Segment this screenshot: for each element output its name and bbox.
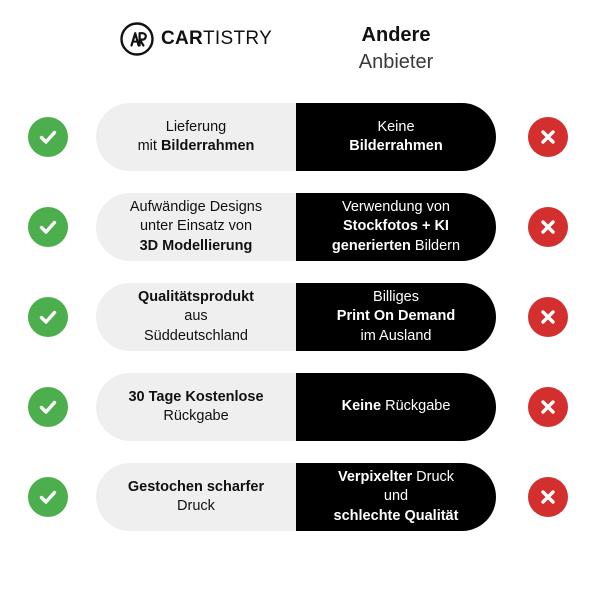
row-right-line: und bbox=[383, 488, 409, 505]
row-right-text-bold: Verpixelter bbox=[337, 469, 417, 486]
brand-header bbox=[96, 22, 296, 56]
comparison-rows bbox=[0, 92, 600, 542]
competitor-subtitle: Anbieter bbox=[358, 51, 434, 73]
row-pill bbox=[96, 103, 496, 171]
row-pill bbox=[96, 373, 496, 441]
row-cross-cell bbox=[496, 477, 600, 517]
row-left-line bbox=[130, 237, 262, 256]
brand-name-light: TISTRY bbox=[203, 28, 273, 49]
row-cross-cell bbox=[496, 297, 600, 337]
row-right-text-bold: Stockfotos + KI bbox=[343, 218, 449, 235]
table-row bbox=[0, 92, 600, 182]
check-icon bbox=[28, 117, 68, 157]
row-right-cell bbox=[296, 103, 496, 171]
table-header bbox=[0, 0, 600, 92]
row-check-cell bbox=[0, 297, 96, 337]
row-check-cell bbox=[0, 387, 96, 427]
row-left-cell bbox=[96, 373, 296, 441]
row-left-line: Druck bbox=[177, 498, 215, 514]
row-right-line bbox=[334, 507, 459, 526]
row-left-text-bold: Qualitätsprodukt bbox=[137, 289, 254, 306]
competitor-header bbox=[296, 22, 496, 76]
row-right-cell bbox=[296, 373, 496, 441]
row-right-cell bbox=[296, 193, 496, 261]
row-left-line: Lieferung bbox=[165, 118, 227, 135]
table-row bbox=[0, 182, 600, 272]
row-right-text-bold: Keine bbox=[341, 398, 386, 415]
row-left-line: unter Einsatz von bbox=[139, 218, 253, 235]
row-right-cell bbox=[296, 463, 496, 531]
row-right-line bbox=[337, 307, 455, 326]
row-right-line bbox=[332, 217, 460, 236]
row-left-text-bold: Bilderrahmen bbox=[160, 138, 255, 154]
row-left-line: Rückgabe bbox=[163, 408, 229, 424]
cross-icon bbox=[528, 207, 568, 247]
row-check-cell bbox=[0, 207, 96, 247]
check-icon bbox=[28, 477, 68, 517]
row-left-cell bbox=[96, 103, 296, 171]
competitor-title: Andere bbox=[361, 24, 431, 46]
table-row bbox=[0, 272, 600, 362]
row-left-line bbox=[138, 288, 254, 307]
check-icon bbox=[28, 387, 68, 427]
brand bbox=[120, 22, 272, 56]
check-icon bbox=[28, 207, 68, 247]
row-right-line: Billiges bbox=[373, 289, 419, 306]
row-cross-cell bbox=[496, 207, 600, 247]
row-left-text-bold: 3D Modellierung bbox=[139, 237, 253, 254]
row-right-text: Bildern bbox=[414, 237, 461, 254]
row-left-text-bold: 30 Tage Kostenlose bbox=[128, 388, 264, 405]
row-right-line bbox=[349, 137, 442, 156]
cross-icon bbox=[528, 297, 568, 337]
brand-name-bold: CAR bbox=[160, 28, 204, 49]
row-pill bbox=[96, 463, 496, 531]
row-left-line bbox=[128, 478, 264, 497]
row-right-line: Verwendung von bbox=[341, 199, 450, 216]
row-left-line: Aufwändige Designs bbox=[129, 199, 263, 216]
row-right-text-bold: generierten bbox=[331, 237, 415, 254]
row-right-line: Keine bbox=[377, 118, 415, 135]
row-check-cell bbox=[0, 117, 96, 157]
row-right-line bbox=[332, 237, 460, 256]
row-right-text: Rückgabe bbox=[385, 398, 451, 415]
row-right-text: Druck bbox=[416, 469, 455, 486]
row-left-text: mit bbox=[137, 138, 161, 154]
row-left-text-bold: Gestochen scharfer bbox=[127, 478, 265, 495]
row-right-text-bold: Print On Demand bbox=[336, 308, 456, 325]
row-check-cell bbox=[0, 477, 96, 517]
row-left-cell bbox=[96, 193, 296, 261]
cartistry-monogram-icon bbox=[120, 22, 154, 56]
cross-icon bbox=[528, 477, 568, 517]
row-right-text-bold: schlechte Qualität bbox=[333, 507, 459, 524]
check-icon bbox=[28, 297, 68, 337]
row-left-line bbox=[138, 137, 255, 156]
row-cross-cell bbox=[496, 387, 600, 427]
brand-name bbox=[161, 28, 272, 50]
row-right-line: im Ausland bbox=[360, 327, 432, 344]
row-left-line: Süddeutschland bbox=[143, 327, 248, 344]
row-left-cell bbox=[96, 283, 296, 351]
row-left-cell bbox=[96, 463, 296, 531]
table-row bbox=[0, 452, 600, 542]
cross-icon bbox=[528, 387, 568, 427]
row-left-line bbox=[128, 388, 263, 407]
row-pill bbox=[96, 283, 496, 351]
row-right-line bbox=[342, 397, 451, 416]
cross-icon bbox=[528, 117, 568, 157]
row-cross-cell bbox=[496, 117, 600, 157]
row-right-text-bold: Bilderrahmen bbox=[349, 138, 443, 154]
table-row bbox=[0, 362, 600, 452]
row-pill bbox=[96, 193, 496, 261]
row-right-cell bbox=[296, 283, 496, 351]
row-left-line: aus bbox=[184, 308, 208, 325]
row-right-line bbox=[334, 468, 459, 487]
